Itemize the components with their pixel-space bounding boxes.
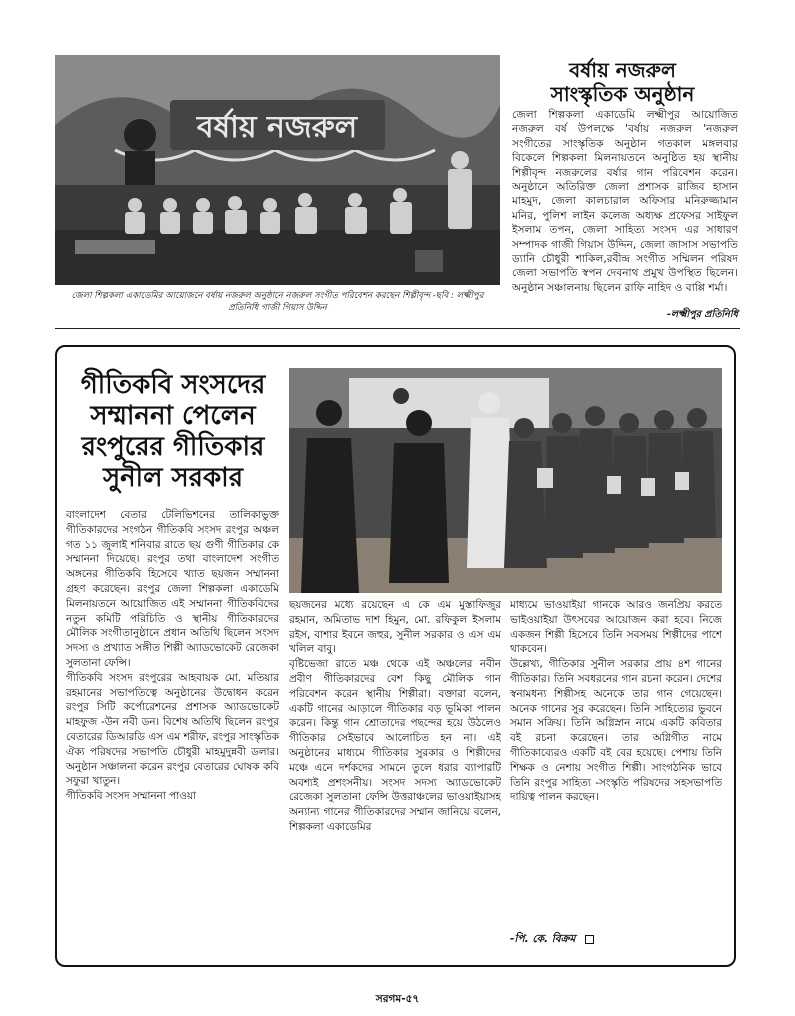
top-story-credit: -লক্ষ্মীপুর প্রতিনিধি bbox=[666, 309, 738, 320]
main-headline-line3: রংপুরের গীতিকার bbox=[81, 432, 265, 462]
main-col2-para1: ছয়জনের মধ্যে রয়েছেন এ কে এম মুস্তাফিজুর রহমান, অমিতাভ দাশ হিমুন, মো. রফিকুল ইসলাম রইস, বাশার ইবনে জহুর, সুনীল সরকার ও এস এম খলিল বাবু। bbox=[289, 599, 501, 656]
main-column-3 bbox=[510, 598, 722, 928]
top-story-text: জেলা শিল্পকলা একাডেমি লক্ষ্মীপুর আয়োজিত নজরুল বর্ষ উপলক্ষে 'বর্ষায় নজরুল 'নজরুল সংগীতের সাংস্কৃতিক অনুষ্ঠান গতকাল মঙ্গলবার বিকেলে শিল্পকলা মিলনায়তনে অনুষ্ঠিত হয় স্থানীয় শিল্পীবৃন্দ নজরুলের বর্ষার গান পরিবেশন করেন। অনুষ্ঠানে অতিরিক্ত জেলা প্রশাসক রাজিব হাসান মাহমুদ, জেলা কালচারাল অফিসার মনিরুজ্জামান মনির, পুলিশ লাইন কলেজ অধ্যক্ষ প্রফেসর সাইফুল ইসলাম তপন, জেলা সাহিত্য সংসদ এর সাধারণ সম্পাদক গাজী গিয়াস উদ্দিন, জেলা জাসাস সভাপতি ড্যানি চৌধুরী শাকিল,রবীন্দ্র সংগীত সম্মিলন পরিষদ জেলা সভাপতি স্বপন দেবনাথ প্রমুখ উপস্থিত ছিলেন। অনুষ্ঠান সঞ্চালনায় ছিলেন রাফি নাহিদ ও বাপ্পি শর্মা। bbox=[512, 109, 738, 294]
award-photo-illustration bbox=[289, 368, 722, 593]
main-col1-para2: গীতিকবি সংসদ রংপুরের আহবায়ক মো. মতিয়ার রহমানের সভাপতিত্বে অনুষ্ঠানের উদ্বোধন করেন রংপুর সিটি কর্পোরেশনের প্রশাসক অ্যাডভোকেট মাহফুজ -উন নবী ডন। বিশেষ অতিথি ছিলেন রংপুর বেতারের ডিআরডি এস এম শরীফ, রংপুর সাংস্কৃতিক ঐক্য পরিষদের সভাপতি চৌধুরী মাহমুদুন্নবী ডলার। অনুষ্ঠান সঞ্চালনা করেন রংপুর বেতারের ঘোষক কবি সফুরা খাতুন। bbox=[66, 671, 279, 788]
main-headline bbox=[68, 370, 278, 494]
stage-banner-text: বর্ষায় নজরুল bbox=[196, 110, 358, 145]
main-headline-line1: গীতিকবি সংসদের bbox=[80, 370, 266, 400]
main-col1-para3: গীতিকবি সংসদ সম্মাননা পাওয়া bbox=[66, 790, 197, 803]
section-divider bbox=[55, 328, 740, 329]
top-story-body bbox=[512, 108, 738, 308]
main-story-byline bbox=[510, 932, 722, 949]
top-headline-line2: সাংস্কৃতিক অনুষ্ঠান bbox=[550, 82, 695, 106]
main-headline-line2: সম্মাননা পেলেন bbox=[90, 401, 256, 431]
main-col1-para1: বাংলাদেশ বেতার টেলিভিশনের তালিকাভুক্ত গীতিকারদের সংগঠন গীতিকবি সংসদ রংপুর অঞ্চল গত ১১ জুলাই শনিবার রাতে ছয় গুণী গীতিকার কে সম্মাননা দিয়েছে। রংপুর তথা বাংলাদেশ সংগীত অঙ্গনের গীতিকবি হিসেবে খ্যাত ছয়জন সম্মাননা গ্রহণ করেছেন। রংপুর জেলা শিল্পকলা একাডেমি মিলনায়তনে আয়োজিত এই সম্মাননা গীতিকবিদের নতুন কমিটি পরিচিতি ও স্থানীয় গীতিকারদের মৌলিক সংগীতানুষ্ঠানে প্রধান অতিথি ছিলেন সংসদ সদস্য ও প্রখ্যাত সঙ্গীত শিল্পী অ্যাডভোকেট রেজেকা সুলতানা ফেন্সি। bbox=[66, 509, 279, 669]
top-story-photo bbox=[55, 55, 500, 285]
main-column-1 bbox=[66, 508, 279, 953]
main-column-2 bbox=[289, 598, 501, 953]
main-col3-para1: মাধ্যমে ভাওয়াইয়া গানকে আরও জনপ্রিয় করতে ভাইওয়াইয়া উৎসবের আয়োজন করা হবে। নিজে একজন শিল্পী হিসেবে তিনি সবসময় শিল্পীদের পাশে থাকবেন। bbox=[510, 599, 722, 656]
main-headline-line4: সুনীল সরকার bbox=[102, 463, 244, 493]
stage-photo-illustration bbox=[55, 55, 500, 285]
main-col3-para2: উল্লেখ্য, গীতিকার সুনীল সরকার প্রায় ৪শ গানের গীতিকার। তিনি সবধরনের গান রচনা করেন। দেশের স্বনামধন্য শিল্পীসহ অনেকে তার গান গেয়েছেন। অনেক গানের সুর করেছেন। তিনি সাহিত্যের ভুবনে সমান সক্রিয়। তিনি অগ্নিস্নান নামে একটি কবিতার বই রচনা করেছেন। তার অগ্নিগীত নামে গীতিকাব্যেরও একটি বই বের হয়েছে। পেশায় তিনি শিক্ষক ও নেশায় সংগীত শিল্পী। সাংগঠনিক ভাবে তিনি রংপুর সাহিত্য -সংস্কৃতি পরিষদের সহসভাপতি দায়িত্ব পালন করছেন। bbox=[510, 658, 722, 804]
top-headline-line1: বর্ষায় নজরুল bbox=[569, 58, 676, 82]
end-mark-icon bbox=[585, 935, 594, 944]
page-number: সরগম-৫৭ bbox=[375, 993, 420, 1005]
byline-text: -পি. কে. বিক্রম bbox=[510, 933, 576, 945]
main-col2-para2: বৃষ্টিভেজা রাতে মঞ্চ থেকে এই অঞ্চলের নবীন প্রবীণ গীতিকারদের বেশ কিছু মৌলিক গান পরিবেশন করেন স্থানীয় শিল্পীরা। বক্তারা বলেন, একটি গানের আড়ালে গীতিকার বড় ভূমিকা পালন করেন। কিন্তু গান শ্রোতাদের পছন্দের হয়ে উঠলেও গীতিকার সেইভাবে আলোচিত হন না। এই অনুষ্ঠানের মাধ্যমে গীতিকার সুরকার ও শিল্পীদের মঞ্চে এনে দর্শকদের সামনে তুলে ধরার ব্যাপারটি অবশ্যই প্রশংসনীয়। সংসদ সদস্য অ্যাডভোকেট রেজেকা সুলতানা ফেন্সি উত্তরাঞ্চলের ভাওয়াইয়াসহ অন্যান্য গানের গীতিকারদের সম্মান জানিয়ে বলেন, শিল্পকলা একাডেমির bbox=[289, 658, 501, 833]
main-story-photo bbox=[289, 368, 722, 593]
top-photo-caption: জেলা শিল্পকলা একাডেমির আয়োজনে বর্ষায় নজরুল অনুষ্ঠানে নজরুল সংগীত পরিবেশন করছেন শিল্পীবৃন্দ -ছবি : লক্ষ্মীপুর প্রতিনিধি গাজী গিয়াস উদ্দিন bbox=[71, 291, 484, 313]
